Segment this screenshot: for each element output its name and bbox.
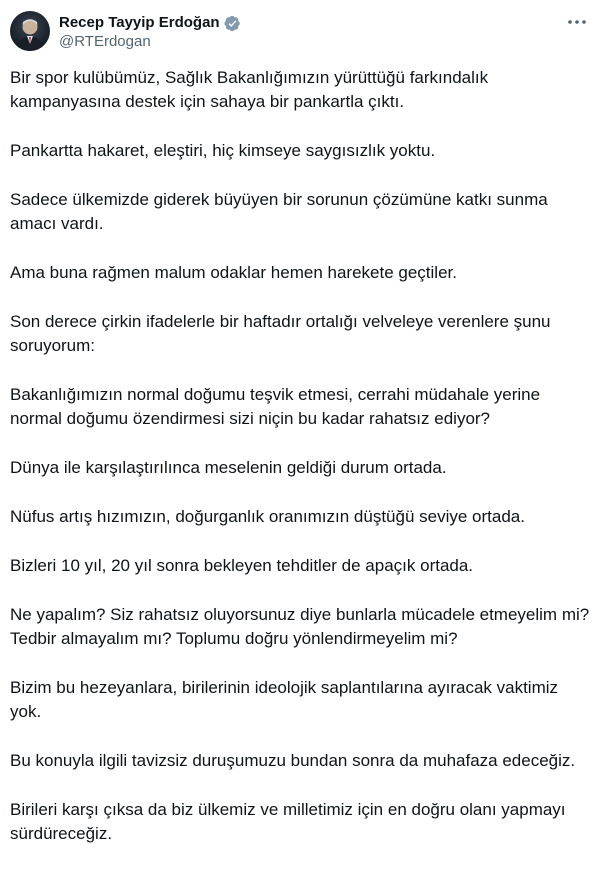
tweet-paragraph: Son derece çirkin ifadelerle bir haftadır ortalığı velveleye verenlere şunu soruyorum:	[10, 312, 551, 355]
tweet-text	[10, 66, 592, 846]
more-options-icon[interactable]	[564, 12, 590, 32]
tweet-paragraph: Nüfus artış hızımızın, doğurganlık oranımızın düştüğü seviye ortada.	[10, 507, 525, 526]
tweet-paragraph: Bakanlığımızın normal doğumu teşvik etmesi, cerrahi müdahale yerine normal doğumu özendirmesi sizi niçin bu kadar rahatsız ediyor?	[10, 385, 541, 428]
tweet-paragraph: Ama buna rağmen malum odaklar hemen harekete geçtiler.	[10, 263, 457, 282]
tweet-paragraph: Dünya ile karşılaştırılınca meselenin geldiği durum ortada.	[10, 458, 447, 477]
avatar[interactable]	[10, 11, 50, 51]
tweet-paragraph: Bizim bu hezeyanlara, birilerinin ideolojik saplantılarına ayıracak vaktimiz yok.	[10, 678, 559, 721]
tweet-paragraph: Bizleri 10 yıl, 20 yıl sonra bekleyen tehditler de apaçık ortada.	[10, 556, 474, 575]
tweet-paragraph: Bu konuyla ilgili tavizsiz duruşumuzu bundan sonra da muhafaza edeceğiz.	[10, 751, 576, 770]
tweet-paragraph: Sadece ülkemizde giderek büyüyen bir sorunun çözümüne katkı sunma amacı vardı.	[10, 190, 548, 233]
author-name-row	[59, 13, 241, 33]
tweet-paragraph: Birileri karşı çıksa da biz ülkemiz ve milletimiz için en doğru olanı yapmayı sürdüreceğiz.	[10, 800, 566, 843]
tweet-paragraph: Bir spor kulübümüz, Sağlık Bakanlığımızın yürüttüğü farkındalık kampanyasına destek için sahaya bir pankartla çıktı.	[10, 68, 489, 111]
tweet-paragraph: Pankartta hakaret, eleştiri, hiç kimseye saygısızlık yoktu.	[10, 141, 436, 160]
tweet-header	[0, 0, 600, 60]
tweet-paragraph: Ne yapalım? Siz rahatsız oluyorsunuz diye bunlarla mücadele etmeyelim mi? Tedbir almayalım mı? Toplumu doğru yönlendirmeyelim mi?	[10, 605, 590, 648]
verified-badge-icon	[224, 15, 241, 32]
author-handle[interactable]: @RTErdogan	[59, 33, 151, 50]
author-display-name[interactable]: Recep Tayyip Erdoğan	[59, 14, 220, 31]
